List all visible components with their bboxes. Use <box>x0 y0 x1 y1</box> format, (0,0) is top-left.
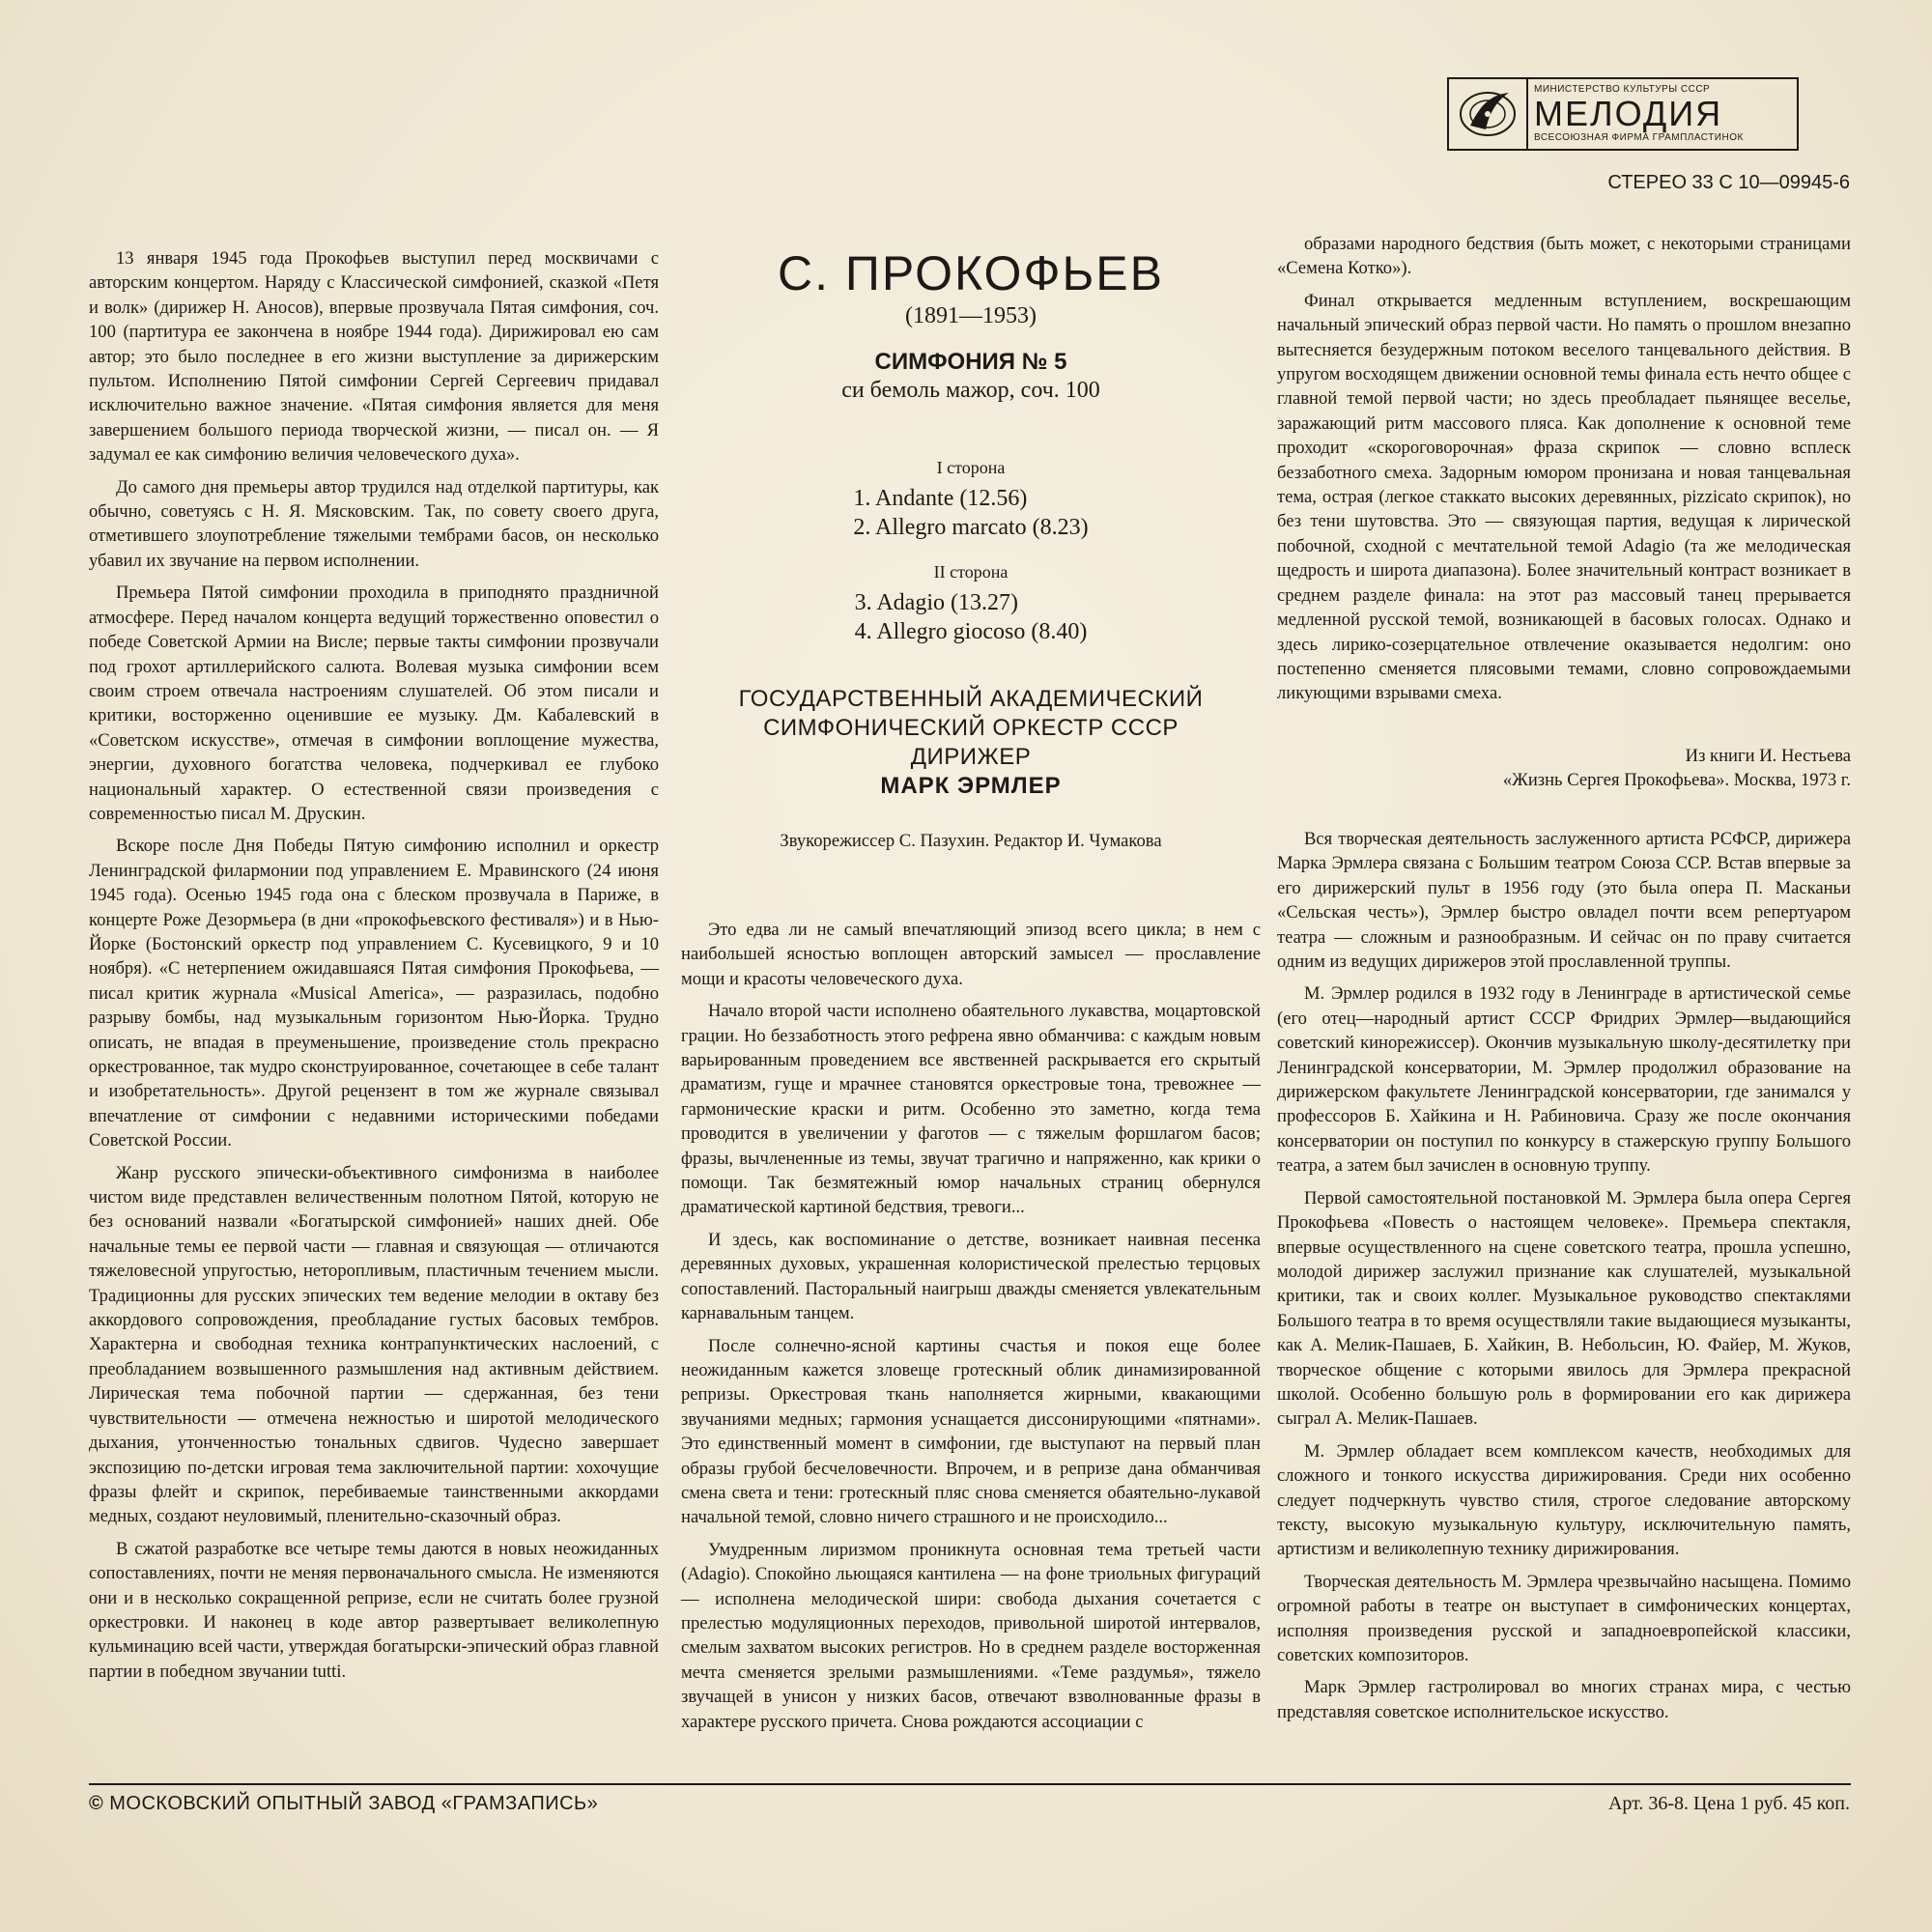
paragraph: образами народного бедствия (быть может, с некоторыми страницами «Семена Котко»). <box>1277 234 1851 279</box>
program-block <box>681 232 1261 853</box>
source-citation <box>1277 744 1851 793</box>
paragraph: Первой самостоятельной постановкой М. Эрмлера была опера Сергея Прокофьева «Повесть о настоящем человеке». Премьера спектакля, впервые осуществленного на сцене советского театра, прошла успешно, молодой дирижер заслужил признание как слушателей, музыкальной критики, так и своих коллег. Музыкальное руководство спектаклями Большого театра в то время осуществляли такие выдающиеся музыканты, как А. Мелик-Пашаев, Б. Хайкин, В. Небольсин, Ю. Файер, М. Жуков, творческое общение с которыми явилось для Эрмлера прекрасной школой. Особенно большую роль в формировании его как дирижера сыграл А. Мелик-Пашаев. <box>1277 1187 1851 1430</box>
work-key: си бемоль мажор, соч. 100 <box>841 378 1100 403</box>
paragraph: М. Эрмлер родился в 1932 году в Ленинграде в артистической семье (его отец—народный артист СССР Фридрих Эрмлер—выдающийся советский кинорежиссер). Окончив музыкальную школу-десятилетку при Ленинградской консерватории, М. Эрмлер продолжил образование на дирижерском факультете Ленинградской консерватории, где занимался у профессоров Б. Хайкина и Н. Рабиновича. Сразу же после окончания консерватории он поступил по конкурсу в стажерскую группу Большого театра, а затем был зачислен в основную труппу. <box>1277 983 1851 1177</box>
track-item: 4. Allegro giocoso (8.40) <box>854 619 1088 644</box>
liner-notes-left-column <box>89 246 659 1691</box>
melodiya-logo <box>1447 77 1799 151</box>
side-one-label: I сторона <box>936 458 1006 477</box>
footer-divider <box>89 1783 1851 1785</box>
catalog-number: СТЕРЕО 33 С 10—09945-6 <box>1607 172 1850 193</box>
paragraph: До самого дня премьеры автор трудился над отделкой партитуры, как обычно, советуясь с Н. Я. Мясковским. Так, по совету своего друга, отметившего злоупотребление тяжелыми тембрами басов, он несколько убавил их звучание на первом исполнении. <box>89 476 659 571</box>
liner-notes-middle-column <box>681 918 1261 1742</box>
paragraph: Жанр русского эпически-объективного симфонизма в наиболее чистом виде представлен величественным полотном Пятой, которую не без оснований назвали «Богатырской симфонией» наших дней. Обе начальные темы ее первой части — главная и связующая — отличаются тяжеловесной упругостью, неторопливым, пластичным течением мысли. Традиционны для русских эпических тем ведение мелодии в октаву без аккордового сопровождения, преобладание густых басовых тембров. Характерна и свободная техника контрапунктических наслоений, с преобладанием возвышенного размышления над активным действием. Лирическая тема побочной партии — сдержанная, без тени чувствительности — отмечена нежностью и широтой мелодического дыхания, утонченностью тональных сдвигов. Чудесно завершает экспозицию по-детски игровая тема заключительной партии: хохочущие фразы флейт и скрипок, перебиваемые таинственными аккордами медных, создают неуловимый, пленительно-сказочный образ. <box>89 1162 659 1527</box>
footer-price: Арт. 36-8. Цена 1 руб. 45 коп. <box>1607 1793 1850 1814</box>
composer-years: (1891—1953) <box>905 303 1037 328</box>
side-two-tracklist <box>855 588 1088 646</box>
logo-text-block <box>1528 79 1797 149</box>
track-item: 1. Andante (12.56) <box>853 486 1028 511</box>
side-one-tracklist <box>853 484 1088 542</box>
conductor-name: МАРК ЭРМЛЕР <box>880 773 1062 799</box>
track-item: 3. Adagio (13.27) <box>854 590 1018 615</box>
orchestra-line-2: СИМФОНИЧЕСКИЙ ОРКЕСТР СССР <box>763 715 1179 741</box>
paragraph: Вся творческая деятельность заслуженного артиста РСФСР, дирижера Марка Эрмлера связана с Большим театром Союза ССР. Встав впервые за его дирижерский пульт в 1956 году (это была опера П. Масканьи «Сельская честь»), Эрмлер быстро овладел почти всем репертуаром театра — сложным и разнообразным. И сейчас он по праву считается одним из ведущих дирижеров этой прославленной труппы. <box>1277 829 1851 973</box>
manufacturer-name: МОСКОВСКИЙ ОПЫТНЫЙ ЗАВОД «ГРАМЗАПИСЬ» <box>109 1793 599 1814</box>
paragraph: В сжатой разработке все четыре темы даются в новых неожиданных сопоставлениях, почти не меняя первоначального смысла. Не изменяются они и в несколько сокращенной репризе, если не считать более грузной оркестровки. И наконец в коде автор развертывает великолепную кульминацию всей части, утверждая богатырски-эпический образ главной партии в победном звучании tutti. <box>89 1538 659 1682</box>
source-title: «Жизнь Сергея Прокофьева». Москва, 1973 г. <box>1502 770 1851 791</box>
paragraph: После солнечно-ясной картины счастья и покоя еще более неожиданным кажется зловеще гротескный облик динамизированной репризы. Оркестровая ткань наполняется жирными, квакающими звучаниями медных; гармония уснащается диссонирующими «пятнами». Это единственный момент в симфонии, где выступают на первый план образы грубой бесчеловечности. Впрочем, и в репризе дана обманчивая смена света и тени: гротескный пляс снова сменяется обаятельно-лукавой начальной темой, словно ничего страшного и не происходило... <box>681 1335 1261 1528</box>
logo-firm: ВСЕСОЮЗНАЯ ФИРМА ГРАМПЛАСТИНОК <box>1534 132 1744 143</box>
paragraph: М. Эрмлер обладает всем комплексом качеств, необходимых для сложного и тонкого искусства дирижирования. Среди них особенно следует подчеркнуть чувство стиля, строгое следование авторскому тексту, высокую музыкальную культуру, исключительную память, артистизм и великолепную технику дирижирования. <box>1277 1440 1851 1560</box>
footer-manufacturer <box>89 1793 598 1815</box>
melodiya-emblem-icon <box>1449 79 1528 149</box>
logo-wordmark: МЕЛОДИЯ <box>1534 94 1723 133</box>
track-item: 2. Allegro marcato (8.23) <box>853 515 1089 540</box>
work-title: СИМФОНИЯ № 5 <box>874 349 1067 375</box>
source-author: Из книги И. Нестьева <box>1685 746 1851 766</box>
liner-notes-right-top <box>1277 232 1851 714</box>
copyright-icon: © <box>89 1793 104 1814</box>
orchestra-credit <box>681 685 1261 772</box>
paragraph: Это едва ли не самый впечатляющий эпизод всего цикла; в нем с наибольшей ясностью воплощен авторский замысел — прославление мощи и красоты человеческого духа. <box>681 920 1261 989</box>
logo-ministry: МИНИСТЕРСТВО КУЛЬТУРЫ СССР <box>1534 84 1711 95</box>
orchestra-line-1: ГОСУДАРСТВЕННЫЙ АКАДЕМИЧЕСКИЙ <box>738 686 1204 712</box>
paragraph: Умудренным лиризмом проникнута основная тема третьей части (Adagio). Спокойно льющаяся кантилена — на фоне триольных фигураций — исполнена мелодической шири: свобода дыхания сочетается с прелестью модуляционных переходов, привольной широтой интервалов, смелым захватом высоких регистров. Но в среднем разделе восторженная мечта сменяется зрелыми размышлениями. «Теме раздумья», тяжело звучащей в унисон у низких басов, отвечают взволнованные фразы в характере русского причета. Снова рождаются ассоциации с <box>681 1539 1261 1732</box>
composer-name: С. ПРОКОФЬЕВ <box>778 246 1164 300</box>
paragraph: 13 января 1945 года Прокофьев выступил перед москвичами с авторским концертом. Наряду с Классической симфонией, сказкой «Петя и волк» (дирижер Н. Аносов), впервые прозвучала Пятая симфония, соч. 100 (партитура ее закончена в ноябре 1944 года). Дирижировал ею сам автор; это было последнее в его жизни выступление за дирижерским пультом. Исполнению Пятой симфонии Сергей Сергеевич придавал исключительно важное значение. «Пятая симфония является для меня завершением большого периода творческой жизни, — писал он. — Я задумал ее как симфонию величия человеческого духа». <box>89 248 659 466</box>
production-credits: Звукорежиссер С. Пазухин. Редактор И. Чумакова <box>780 831 1162 851</box>
paragraph: Марк Эрмлер гастролировал во многих странах мира, с честью представляя советское исполнительское искусство. <box>1277 1677 1851 1722</box>
conductor-biography <box>1277 827 1851 1732</box>
paragraph: Финал открывается медленным вступлением, воскрешающим начальный эпический образ первой части. Но память о прошлом внезапно вытесняется безудержным потоком веселого танцевального действия. В упругом восходящем движении основной темы финала есть нечто общее с главной темой первой части; но здесь преобладает пьянящее веселье, заражающий ритм массового пляса. Как дополнение к основной теме проходит «скороговорочная» фраза скрипок — словно всплеск беззаботного смеха. Задорным юмором пронизана и новая танцевальная тема, острая (легкое стаккато высоких деревянных, pizzicato скрипок), но без тени шутовства. Это — связующая партия, ведущая к лирической побочной, сходной с мечтательной темой Adagio (та же мелодическая щедрость и широта диапазона). Более значительный контраст возникает в среднем разделе финала: на этот раз массовый танец прерывается медленной русской темой, возникающей в басовых голосах. Однако и здесь лирико-созерцательное отвлечение оказывается недолгим: оно постепенно сменяется плясовыми темами, словно сопровождаемыми ликующими взрывами смеха. <box>1277 290 1851 704</box>
paragraph: Вскоре после Дня Победы Пятую симфонию исполнил и оркестр Ленинградской филармонии под управлением Е. Мравинского (24 июня 1945 года). Осенью 1945 года она с блеском прозвучала в Париже, в концерте Роже Дезормьера (в дни «прокофьевского фестиваля») и в Нью-Йорке (Бостонский оркестр под управлением С. Кусевицкого, 9 и 10 ноября). «С нетерпением ожидавшаяся Пятая симфония Прокофьева, — писал критик журнала «Musical America», — разразилась, подобно разрыву бомбы, над музыкальным горизонтом Нью-Йорка. Трудно описать, не впадая в преуменьшение, произведение столь прекрасно оркестрованное, так мудро сконструированное, сочетающее в себе талант и изобретательность». Другой рецензент в том же журнале связывал впечатление от симфонии с недавними историческими победами Советской России. <box>89 836 659 1151</box>
paragraph: И здесь, как воспоминание о детстве, возникает наивная песенка деревянных духовых, украшенная колористической прелестью терцовых сопоставлений. Пасторальный наигрыш дважды сменяется увлекательным карнавальным танцем. <box>681 1229 1261 1324</box>
paragraph: Начало второй части исполнено обаятельного лукавства, моцартовской грации. Но беззаботность этого рефрена явно обманчива: с каждым новым варьированным проведением все явственней раскрывается его скрытый драматизм, гуще и мрачнее становятся оркестровые тона, тревожнее — гармонические краски и ритм. Особенно это заметно, когда тема проводится в увеличении у фаготов — с тяжелым форшлагом басов; фразы, вычлененные из темы, звучат трагично и напряженно, как крики о помощи. Так безмятежный юмор начальных страниц обернулся драматической картиной бедствия, тревоги... <box>681 1001 1261 1218</box>
paragraph: Творческая деятельность М. Эрмлера чрезвычайно насыщена. Помимо огромной работы в театре он выступает в симфонических концертах, исполняя произведения русской и западноевропейской классики, советских композиторов. <box>1277 1571 1851 1665</box>
paragraph: Премьера Пятой симфонии проходила в приподнято праздничной атмосфере. Перед началом концерта ведущий торжественно оповестил о победе Советской Армии на Висле; первые такты симфонии прозвучали под грохот артиллерийского салюта. Волевая музыка симфонии всем своим строем отвечала настроениям слушателей. Об этом писали и критики, восторженно оценившие ее музыку. Дм. Кабалевский в «Советском искусстве», отмечая в симфонии воплощение мужества, энергии, духовного богатства человека, подчеркивал ее глубоко национальный характер. О естественной связи произведения с современностью писал М. Друскин. <box>89 582 659 824</box>
conductor-label: ДИРИЖЕР <box>910 744 1032 770</box>
side-two-label: II сторона <box>933 562 1009 582</box>
